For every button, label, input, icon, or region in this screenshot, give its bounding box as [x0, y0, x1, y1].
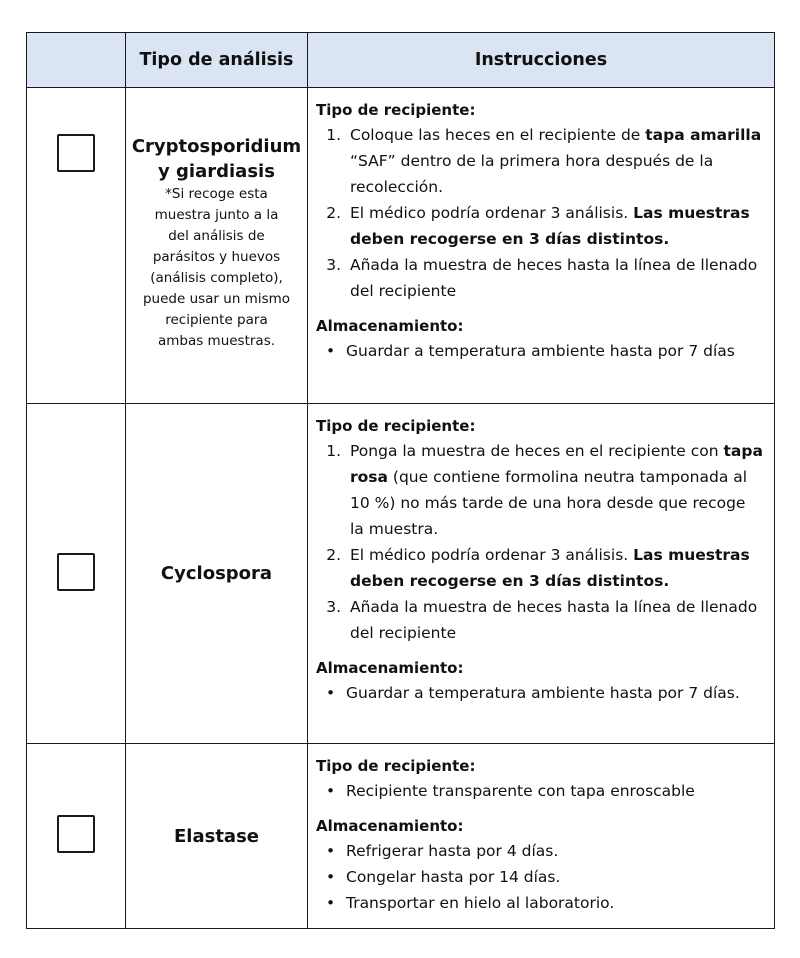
list-item: 3. Añada la muestra de heces hasta la línea de llenado del recipiente: [346, 594, 764, 646]
header-test-type: Tipo de análisis: [126, 33, 308, 88]
list-item: • Recipiente transparente con tapa enroscable: [346, 778, 764, 804]
test-type-cell: [126, 88, 308, 404]
container-label: Tipo de recipiente:: [316, 757, 476, 775]
list-item: • Congelar hasta por 14 días.: [346, 864, 764, 890]
list-item: • Guardar a temperatura ambiente hasta por 7 días: [346, 338, 764, 364]
table-row-cryptosporidium: [27, 88, 775, 404]
container-steps: [316, 438, 764, 646]
instructions-cell: [308, 744, 775, 929]
list-item: 2. El médico podría ordenar 3 análisis. Las muestras deben recogerse en 3 días distintos.: [346, 542, 764, 594]
checkbox-cyclospora[interactable]: [57, 553, 95, 591]
list-item: • Refrigerar hasta por 4 días.: [346, 838, 764, 864]
storage-label: Almacenamiento:: [316, 317, 464, 335]
container-label: Tipo de recipiente:: [316, 101, 476, 119]
storage-list: [316, 838, 764, 916]
test-instructions-table: [26, 32, 775, 929]
instructions-cell: [308, 88, 775, 404]
table-row-cyclospora: [27, 404, 775, 744]
table-row-elastase: [27, 744, 775, 929]
checkbox-cell: [27, 404, 126, 744]
test-type-cell: [126, 744, 308, 929]
container-steps: [316, 122, 764, 304]
list-item: 1. Ponga la muestra de heces en el recipiente con tapa rosa (que contiene formolina neutra tamponada al 10 %) no más tarde de una hora desde que recoge la muestra.: [346, 438, 764, 542]
test-name: Cryptosporidium y giardiasis: [131, 136, 302, 182]
instructions-cell: [308, 404, 775, 744]
list-item: • Transportar en hielo al laboratorio.: [346, 890, 764, 916]
storage-label: Almacenamiento:: [316, 817, 464, 835]
test-name: Elastase: [174, 825, 259, 847]
list-item: 1. Coloque las heces en el recipiente de tapa amarilla “SAF” dentro de la primera hora después de la recolección.: [346, 122, 764, 200]
storage-list: [316, 338, 764, 364]
list-item: • Guardar a temperatura ambiente hasta por 7 días.: [346, 680, 764, 706]
test-type-cell: [126, 404, 308, 744]
header-row: [27, 33, 775, 88]
container-list: [316, 778, 764, 804]
test-name: Cyclospora: [160, 563, 273, 584]
checkbox-elastase[interactable]: [57, 815, 95, 853]
checkbox-cell: [27, 88, 126, 404]
header-check: [27, 33, 126, 88]
list-item: 3. Añada la muestra de heces hasta la línea de llenado del recipiente: [346, 252, 764, 304]
header-instructions: Instrucciones: [308, 33, 775, 88]
test-note: *Si recoge esta muestra junto a la del análisis de parásitos y huevos (análisis completo), puede usar un mismo recipiente para ambas muestras.: [142, 186, 291, 349]
storage-list: [316, 680, 764, 706]
checkbox-cryptosporidium[interactable]: [57, 134, 95, 172]
list-item: 2. El médico podría ordenar 3 análisis. Las muestras deben recogerse en 3 días distintos.: [346, 200, 764, 252]
checkbox-cell: [27, 744, 126, 929]
storage-label: Almacenamiento:: [316, 659, 464, 677]
container-label: Tipo de recipiente:: [316, 417, 476, 435]
